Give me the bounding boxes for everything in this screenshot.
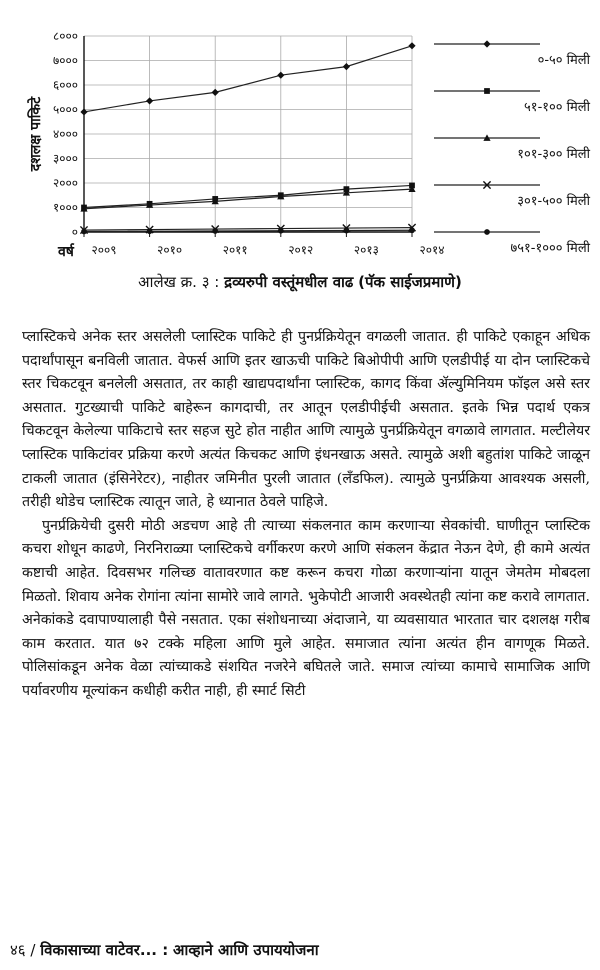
legend-marker — [484, 229, 490, 235]
caption-prefix: आलेख क्र. ३ : — [138, 273, 220, 291]
data-point — [147, 228, 153, 234]
data-point — [146, 97, 153, 104]
body-text — [22, 326, 590, 704]
legend-label: ०-५० मिली — [537, 53, 590, 68]
legend-label: ५१-१०० मिली — [524, 100, 590, 115]
x-tick-label: २०११ — [222, 243, 248, 257]
footer-separator: / — [30, 941, 36, 959]
series-line-4 — [84, 228, 412, 230]
data-point — [408, 42, 415, 49]
paragraph-2: पुनर्प्रक्रियेची दुसरी मोठी अडचण आहे ती त्याच्या संकलनात काम करणाऱ्या सेवकांची. घाणीतून प्लास्टिक कचरा शोधून काढणे, निरनिराळ्या प्लास्टिकचे वर्गीकरण करणे आणि संकलन केंद्रात नेऊन देणे, ही कामे अत्यंत कष्टाची आहेत. दिवसभर गलिच्छ वातावरणात कष्ट करून कचरा गोळा करणाऱ्यांना यातून जेमतेम मोबदला मिळतो. शिवाय अनेक रोगांना त्यांना सामोरे जावे लागते. भुकेपोटी आजारी अवस्थेतही त्यांना कष्ट करावे लागतात. अनेकांकडे दवापाण्यालाही पैसे नसतात. एका संशोधनाच्या अंदाजाने, या व्यवसायात भारतात चार दशलक्ष गरीब काम करतात. यात ७२ टक्के महिला आणि मुले आहेत. समाजात त्यांना अत्यंत हीन वागणूक मिळते. पोलिसांकडून अनेक वेळा त्यांच्याकडे संशयित नजरेने बघितले जाते. समाज त्यांच्या कामाचे सामाजिक आणि पर्यावरणीय मूल्यांकन कधीही करीत नाही, ही स्मार्ट सिटी — [22, 517, 590, 699]
data-point — [344, 228, 350, 234]
data-point — [81, 229, 87, 235]
y-tick-label: ६००० — [53, 78, 78, 92]
y-tick-label: ८००० — [53, 29, 78, 43]
x-axis-label: वर्ष — [58, 244, 74, 260]
y-tick-label: ७००० — [53, 53, 78, 68]
x-tick-label: २०१४ — [419, 243, 445, 257]
legend-label: १०१-३०० मिली — [517, 147, 590, 162]
y-tick-label: ३००० — [53, 151, 78, 166]
y-axis-label: दशलक्ष पाकिटे — [28, 96, 44, 172]
y-tick-label: ४००० — [53, 127, 78, 141]
line-chart — [0, 0, 600, 262]
page-number: ४६ — [10, 941, 26, 959]
caption-suffix: (पॅक साईजप्रमाणे) — [358, 273, 462, 291]
legend-label: ३०१-५०० मिली — [517, 194, 590, 209]
y-tick-label: ० — [71, 225, 78, 239]
figure-caption — [0, 272, 600, 292]
legend-marker — [483, 40, 490, 47]
legend-marker — [484, 88, 490, 94]
book-subtitle: आव्हाने आणि उपाययोजना — [173, 941, 319, 959]
caption-title: द्रव्यरुपी वस्तूंमधील वाढ — [224, 273, 354, 291]
x-tick-label: २०१३ — [353, 243, 379, 257]
series-line-2 — [84, 185, 412, 207]
data-point — [277, 72, 284, 79]
x-tick-label: २००९ — [91, 243, 117, 257]
data-point — [343, 63, 350, 70]
page-footer — [10, 940, 590, 960]
x-tick-label: २०१० — [157, 243, 183, 257]
data-point — [212, 228, 218, 234]
x-tick-label: २०१२ — [288, 243, 314, 257]
book-title: विकासाच्या वाटेवर... : — [40, 941, 169, 959]
series-line-1 — [84, 46, 412, 112]
legend-label: ७५१-१००० मिली — [510, 241, 590, 256]
series-line-3 — [84, 189, 412, 209]
y-tick-label: ५००० — [53, 102, 78, 117]
data-point — [278, 228, 284, 234]
y-tick-label: १००० — [53, 200, 78, 215]
y-tick-label: २००० — [53, 176, 78, 190]
data-point — [409, 227, 415, 233]
paragraph-1: प्लास्टिकचे अनेक स्तर असलेली प्लास्टिक पाकिटे ही पुनर्प्रक्रियेतून वगळली जातात. ही पाकिटे एकाहून अधिक पदार्थांपासून बनविली जातात. वेफर्स आणि इतर खाऊची पाकिटे बिओपीपी आणि एलडीपीई या दोन प्लास्टिकचे स्तर चिकटवून बनलेली असतात, तर काही खाद्यपदार्थांना प्लास्टिक, कागद किंवा ॲल्युमिनियम फॉइल असे स्तर असतात. गुटख्याची पाकिटे बाहेरून कागदाची, तर आतून एलडीपीईची असतात. इतके भिन्न पदार्थ एकत्र चिकटवून केलेल्या पाकिटाचे स्तर सहज सुटे होत नाहीत आणि त्यामुळे पुनर्प्रक्रियेतून वगळावे लागतात. मल्टीलेयर प्लास्टिक पाकिटांवर प्रक्रिया करणे अत्यंत किचकट आणि इंधनखाऊ असते. त्यामुळे अशी बहुतांश पाकिटे जाळून टाकली जातात (इंसिनेरेटर), नाहीतर जमिनीत पुरली जातात (लँडफिल). त्यामुळे पुनर्प्रक्रिया आवश्यक असली, तरीही थोडेच प्लास्टिक त्यातून जाते, हे ध्यानात ठेवले पाहिजे. — [22, 329, 590, 511]
data-point — [212, 89, 219, 96]
